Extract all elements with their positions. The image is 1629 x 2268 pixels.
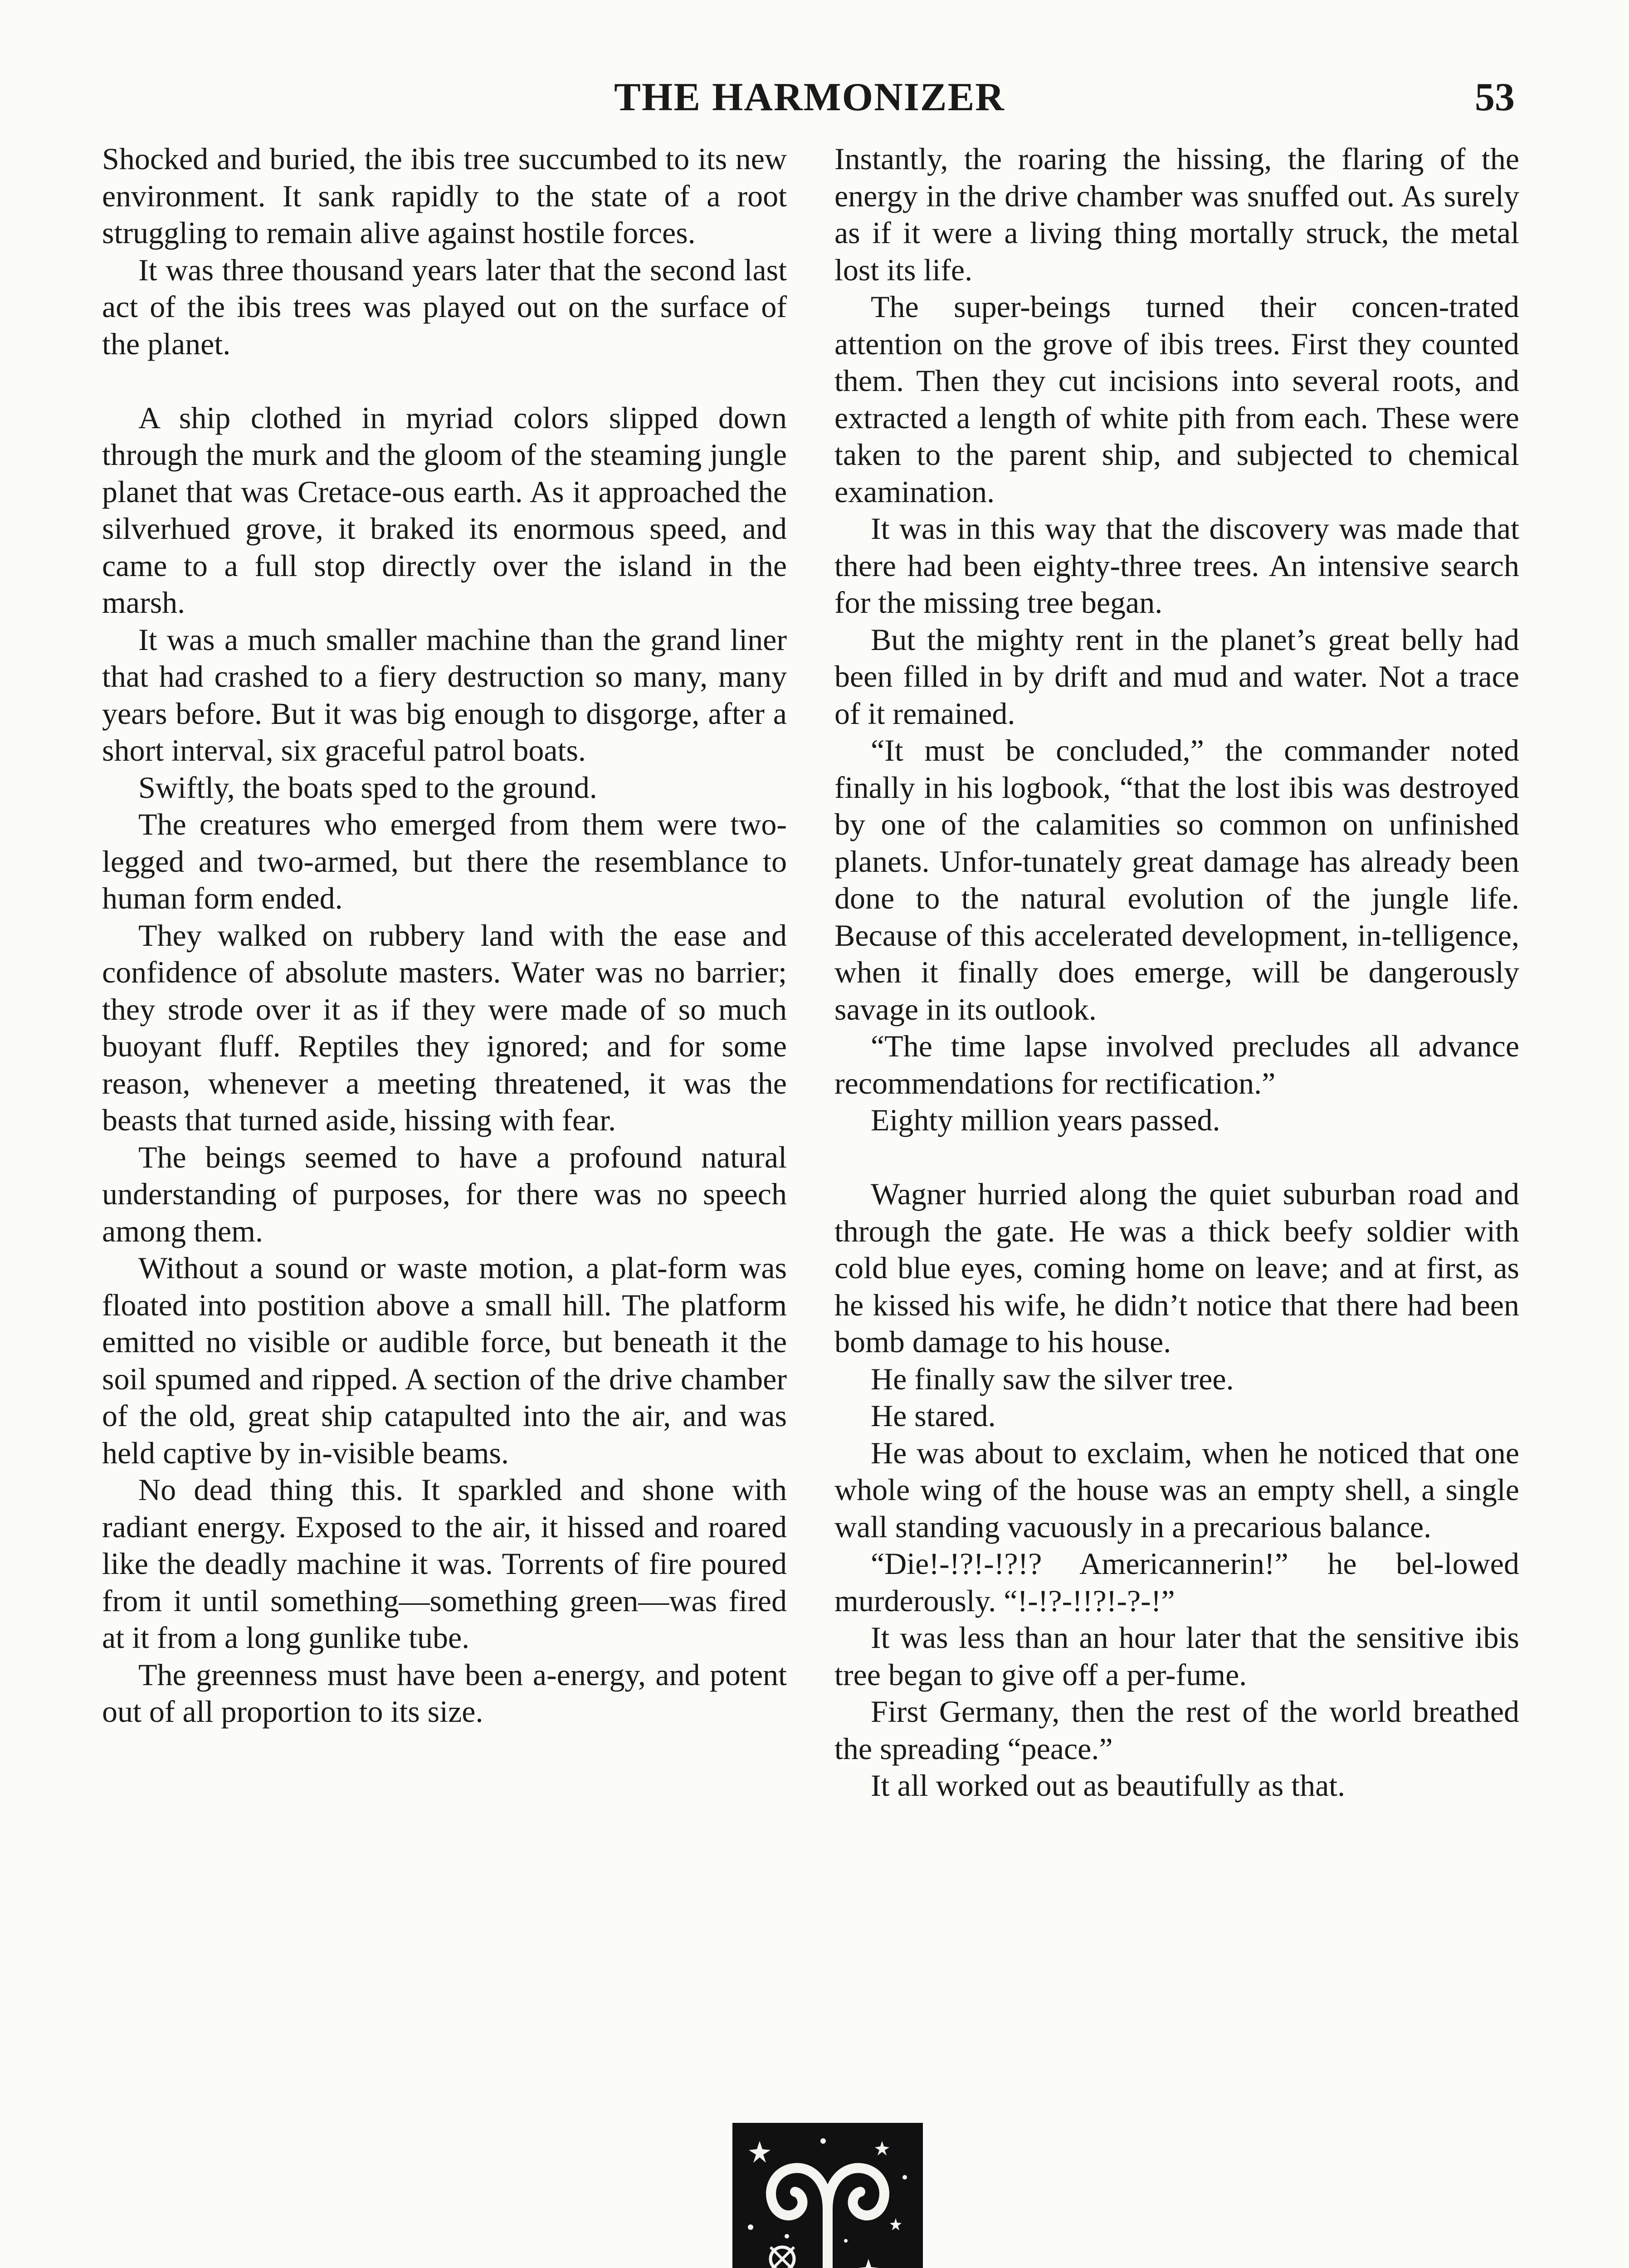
- section-break: [102, 362, 787, 400]
- paragraph: He stared.: [871, 1398, 996, 1433]
- paragraph: The beings seemed to have a profound natural understanding of purposes, for there was no speech among them.: [102, 1139, 787, 1248]
- paragraph: But the mighty rent in the planet’s great belly had been filled in by drift and mud and water. Not a trace of it remained.: [834, 622, 1519, 731]
- paragraph: “Die!-!?!-!?!? Americannerin!” he bel-lowed murderously. “!-!?-!!?!-?-!”: [834, 1546, 1519, 1618]
- paragraph: It was a much smaller machine than the grand liner that had crashed to a fiery destruction so many, many years before. But it was big enough to disgorge, after a short interval, six graceful patrol boats.: [102, 622, 787, 767]
- paragraph: Without a sound or waste motion, a plat-form was floated into postition above a small hill. The platform emitted no visible or audible force, but beneath it the soil spumed and ripped. A section of the drive chamber of the old, great ship catapulted into the air, and was held captive by in-visible beams.: [102, 1251, 787, 1470]
- paragraph: A ship clothed in myriad colors slipped down through the murk and the gloom of the steaming jungle planet that was Cretace-ous earth. As it approached the silverhued grove, it braked its enormous speed, and came to a full stop directly over the island in the marsh.: [102, 400, 787, 620]
- aries-ram-horns-stars-icon: [732, 2123, 923, 2268]
- page-number: 53: [1475, 75, 1515, 119]
- paragraph: It was in this way that the discovery was made that there had been eighty-three trees. An intensive search for the missing tree began.: [834, 511, 1519, 620]
- paragraph: Swiftly, the boats sped to the ground.: [138, 770, 597, 805]
- paragraph: It was three thousand years later that the second last act of the ibis trees was played out on the surface of the planet.: [102, 252, 787, 361]
- paragraph: It was less than an hour later that the sensitive ibis tree began to give off a per-fume.: [834, 1620, 1519, 1692]
- paragraph: “It must be concluded,” the commander noted finally in his logbook, “that the lost ibis was destroyed by one of the calamities so common on unfinished planets. Unfor-tunately great damage has already been done to the natural evolution of the jungle life. Because of this accelerated development, in-telligence, when it finally does emerge, will be dangerously savage in its outlook.: [834, 733, 1519, 1026]
- paragraph: Eighty million years passed.: [871, 1103, 1220, 1137]
- paragraph: “The time lapse involved precludes all advance recommendations for rectification.”: [834, 1029, 1519, 1100]
- paragraph: No dead thing this. It sparkled and shone with radiant energy. Exposed to the air, it hissed and roared like the deadly machine it was. Torrents of fire poured from it until something—something green—was fired at it from a long gunlike tube.: [102, 1472, 787, 1655]
- paragraph: Instantly, the roaring the hissing, the flaring of the energy in the drive chamber was snuffed out. As surely as if it were a living thing mortally struck, the metal lost its life.: [834, 142, 1519, 287]
- right-text-column: [834, 141, 1519, 1804]
- left-text-column: [102, 141, 787, 1730]
- paragraph: He was about to exclaim, when he noticed that one whole wing of the house was an empty shell, a single wall standing vacuously in a precarious balance.: [834, 1435, 1519, 1544]
- paragraph: The creatures who emerged from them were two-legged and two-armed, but there the resemblance to human form ended.: [102, 807, 787, 915]
- paragraph: They walked on rubbery land with the ease and confidence of absolute masters. Water was no barrier; they strode over it as if they were made of so much buoyant fluff. Reptiles they ignored; and for some reason, whenever a meeting threatened, it was the beasts that turned aside, hissing with fear.: [102, 918, 787, 1137]
- running-title: THE HARMONIZER: [614, 75, 1005, 119]
- paragraph: Wagner hurried along the quiet suburban road and through the gate. He was a thick beefy soldier with cold blue eyes, coming home on leave; and at first, as he kissed his wife, he didn’t notice that there had been bomb damage to his house.: [834, 1177, 1519, 1359]
- paragraph: The super-beings turned their concen-trated attention on the grove of ibis trees. First they counted them. Then they cut incisions into several roots, and extracted a length of white pith from each. These were taken to the parent ship, and subjected to chemical examination.: [834, 289, 1519, 509]
- paragraph: First Germany, then the rest of the world breathed the spreading “peace.”: [834, 1694, 1519, 1766]
- paragraph: He finally saw the silver tree.: [871, 1361, 1234, 1396]
- section-break: [834, 1139, 1519, 1176]
- paragraph: It all worked out as beautifully as that.: [871, 1768, 1346, 1803]
- paragraph: Shocked and buried, the ibis tree succumbed to its new environment. It sank rapidly to the state of a root struggling to remain alive against hostile forces.: [102, 142, 787, 250]
- paragraph: The greenness must have been a-energy, and potent out of all proportion to its size.: [102, 1657, 787, 1729]
- running-header: [100, 68, 1519, 127]
